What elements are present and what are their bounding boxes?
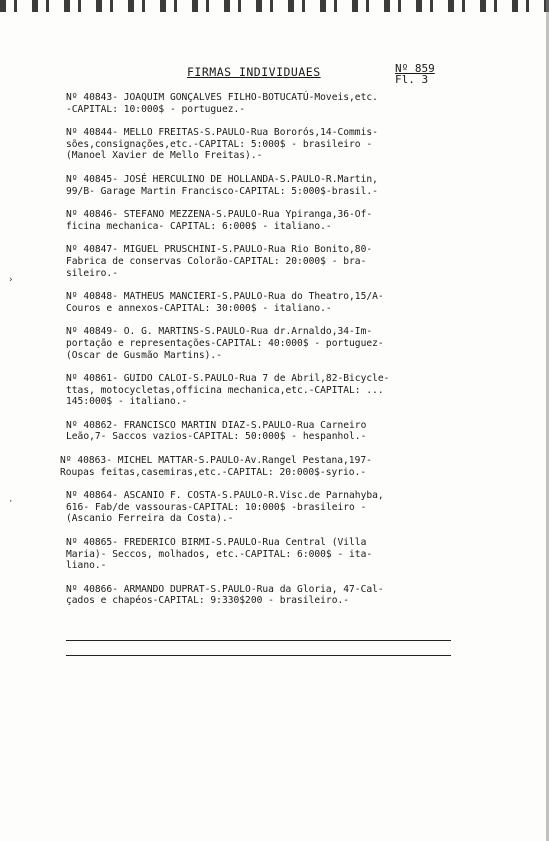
- page-title: FIRMAS INDIVIDUAES: [187, 65, 321, 79]
- registry-entry: [66, 373, 461, 408]
- entry-line: sileiro.-: [66, 267, 118, 279]
- entry-line: liano.-: [66, 560, 107, 572]
- margin-mark: ›: [8, 275, 14, 285]
- entry-line: Nº 40849- O. G. MARTINS-S.PAULO-Rua dr.Arnaldo,34-Im-: [66, 326, 373, 338]
- registry-entry: [66, 584, 461, 607]
- entry-line: Roupas feitas,casemiras,etc.-CAPITAL: 20:000$-syrio.-: [60, 466, 367, 478]
- entry-line: Nº 40847- MIGUEL PRUSCHINI-S.PAULO-Rua Rio Bonito,80-: [66, 244, 373, 256]
- entry-line: Nº 40844- MELLO FREITAS-S.PAULO-Rua Bororós,14-Commis-: [66, 127, 378, 139]
- registry-entry: [66, 291, 461, 314]
- entry-line: Nº 40845- JOSÉ HERCULINO DE HOLLANDA-S.PAULO-R.Martin,: [66, 173, 378, 185]
- divider-line: [66, 655, 451, 656]
- registry-entry: [66, 244, 461, 279]
- registry-entry: [66, 209, 461, 232]
- registry-entry: [66, 326, 461, 361]
- entry-line: 616- Fab/de vassouras-CAPITAL: 10:000$ -brasileiro -: [66, 501, 367, 513]
- registry-entry: [66, 490, 461, 525]
- entry-line: (Oscar de Gusmão Martins).-: [66, 349, 222, 361]
- entry-line: Nº 40846- STEFANO MEZZENA-S.PAULO-Rua Ypiranga,36-Of-: [66, 209, 373, 221]
- entry-line: Nº 40848- MATHEUS MANCIERI-S.PAULO-Rua do Theatro,15/A-: [66, 291, 384, 303]
- entry-line: -CAPITAL: 10:000$ - portuguez.-: [66, 103, 246, 115]
- entry-line: Nº 40843- JOAQUIM GONÇALVES FILHO-BOTUCATÚ-Moveis,etc.: [66, 92, 378, 103]
- entries-list: [60, 92, 461, 619]
- entry-line: çados e chapéos-CAPITAL: 9:330$200 - brasileiro.-: [66, 595, 350, 607]
- entry-line: Nº 40861- GUIDO CALOI-S.PAULO-Rua 7 de Abril,82-Bicycle-: [66, 373, 390, 385]
- registry-entry: [66, 127, 461, 162]
- registry-entry: [66, 174, 461, 197]
- entry-line: (Ascanio Ferreira da Costa).-: [66, 513, 234, 525]
- entry-line: portação e representações-CAPITAL: 40:000$ - portuguez-: [66, 337, 384, 349]
- registry-number: Nº 859: [395, 62, 435, 75]
- entry-line: Nº 40866- ARMANDO DUPRAT-S.PAULO-Rua da Gloria, 47-Cal-: [66, 583, 384, 595]
- scan-edge-artifact: [0, 0, 549, 12]
- registry-entry: [66, 420, 461, 443]
- page-number-block: [395, 63, 435, 85]
- entry-line: Nº 40865- FREDERICO BIRMI-S.PAULO-Rua Central (Villa: [66, 537, 367, 549]
- entry-line: Couros e annexos-CAPITAL: 30:000$ - italiano.-: [66, 302, 332, 314]
- entry-line: Nº 40863- MICHEL MATTAR-S.PAULO-Av.Rangel Pestana,197-: [60, 455, 372, 467]
- entry-line: Nº 40862- FRANCISCO MARTIN DIAZ-S.PAULO-Rua Carneiro: [66, 419, 367, 431]
- registry-entry: [66, 92, 461, 115]
- entry-line: 99/B- Garage Martin Francisco-CAPITAL: 5:000$-brasil.-: [66, 185, 378, 197]
- entry-line: (Manoel Xavier de Mello Freitas).-: [66, 150, 263, 162]
- margin-mark: ·: [8, 497, 14, 507]
- entry-line: Maria)- Seccos, molhados, etc.-CAPITAL: 6:000$ - ita-: [66, 548, 373, 560]
- entry-line: Leão,7- Saccos vazios-CAPITAL: 50:000$ - hespanhol.-: [66, 431, 367, 443]
- registry-entry: [60, 455, 461, 478]
- folio-number: Fl. 3: [395, 73, 429, 86]
- divider-line: [66, 640, 451, 641]
- entry-line: Nº 40864- ASCANIO F. COSTA-S.PAULO-R.Visc.de Parnahyba,: [66, 490, 384, 502]
- entry-line: sões,consignações,etc.-CAPITAL: 5:000$ - brasileiro -: [66, 138, 373, 150]
- entry-line: ficina mechanica- CAPITAL: 6:000$ - italiano.-: [66, 220, 332, 232]
- entry-line: Fabrica de conservas Colorão-CAPITAL: 20:000$ - bra-: [66, 255, 367, 267]
- entry-line: ttas, motocycletas,officina mechanica,etc.-CAPITAL: ...: [66, 384, 384, 396]
- registry-entry: [66, 537, 461, 572]
- entry-line: 145:000$ - italiano.-: [66, 396, 188, 408]
